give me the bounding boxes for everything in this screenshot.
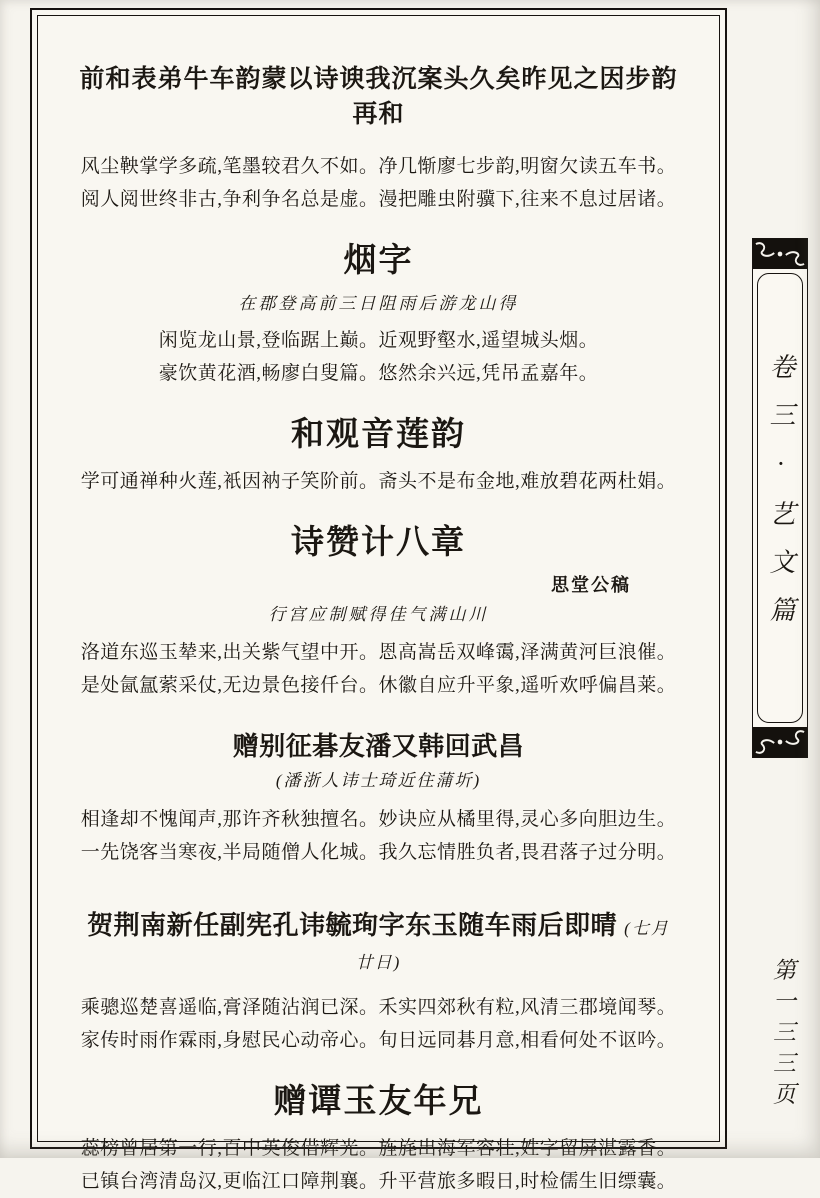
section-title-zengbie: 赠别征碁友潘又韩回武昌 <box>232 731 525 761</box>
section-title-date-note: (七月廿日) <box>355 919 670 972</box>
scroll-ornament-top-icon <box>753 239 807 269</box>
poem-line: 是处氤氲萦采仗,无边景色接仟台。休徽自应升平象,遥听欢呼偏昌莱。 <box>80 674 677 696</box>
attribution: 思堂公稿 <box>551 575 631 596</box>
section-subtitle-zengbie: (潘浙人讳士琦近住蒲圻) <box>275 770 482 790</box>
page-content <box>38 16 719 1192</box>
poem-line: 相逢却不愧闻声,那许齐秋独擅名。妙诀应从橘里得,灵心多向胆边生。 <box>80 809 677 831</box>
poem-line: 学可通禅种火莲,衹因衲子笑阶前。斋头不是布金地,难放碧花两杜娟。 <box>80 471 677 493</box>
poem-line: 豪饮黄花酒,畅廖白叟篇。悠然余兴远,凭吊孟嘉年。 <box>158 363 599 385</box>
header-poem-line-1: 风尘鞅掌学多疏,笔墨较君久不如。净几惭廖七步韵,明窗欠读五车书。 <box>80 156 677 177</box>
section-title-yanzi: 烟字 <box>343 243 414 279</box>
poem-line: 乘骢巡楚喜遥临,膏泽随沾润已深。禾实四郊秋有粒,风清三郡境闻琴。 <box>80 996 677 1018</box>
page-frame-inner <box>37 15 720 1192</box>
poem-line: 洛道东巡玉辇来,出关紫气望中开。恩高嵩岳双峰霭,泽满黄河巨浪催。 <box>80 641 677 663</box>
volume-tab-label: 卷三·艺文篇 <box>766 352 795 644</box>
scroll-ornament-bottom-icon <box>753 727 807 757</box>
poem-line: 一先饶客当寒夜,半局随僧人化城。我久忘情胜负者,畏君落子过分明。 <box>80 842 677 864</box>
page-title: 前和表弟牛车韵蒙以诗谀我沉案头久矣昨见之因步韵再和 <box>79 66 678 128</box>
section-subtitle-shizan: 行宫应制赋得佳气满山川 <box>268 605 489 625</box>
poem-line: 已镇台湾清岛汉,更临江口障荆襄。升平营旅多暇日,时检儒生旧缥囊。 <box>80 1170 677 1192</box>
header-poem-line-2: 阅人阅世终非古,争利争名总是虚。漫把雕虫附骥下,往来不息过居诸。 <box>80 189 677 210</box>
volume-tab <box>752 238 808 758</box>
page-number: 第一三三页 <box>770 958 795 1113</box>
section-title-shizan: 诗赞计八章 <box>291 525 466 562</box>
poem-line: 家传时雨作霖雨,身慰民心动帝心。旬日远同碁月意,相看何处不讴吟。 <box>80 1029 677 1051</box>
page-frame <box>30 8 727 1192</box>
section-title-hejingnan <box>78 909 679 977</box>
section-title-guanyinlian: 和观音莲韵 <box>291 417 466 454</box>
poem-line: 蕊榜曾居第一行,百中英俊借辉光。旌旄出海军容壮,姓字留屏湛露香。 <box>80 1137 677 1159</box>
section-subtitle-yanzi: 在郡登高前三日阻雨后游龙山得 <box>238 293 519 313</box>
poem-line: 闲览龙山景,登临踞上巅。近观野壑水,遥望城头烟。 <box>158 330 599 352</box>
volume-tab-body <box>757 273 803 723</box>
section-title-zengtan: 赠谭玉友年兄 <box>273 1083 484 1120</box>
section-title-text: 贺荆南新任副宪孔讳毓珣字东玉随车雨后即晴 <box>87 911 618 941</box>
